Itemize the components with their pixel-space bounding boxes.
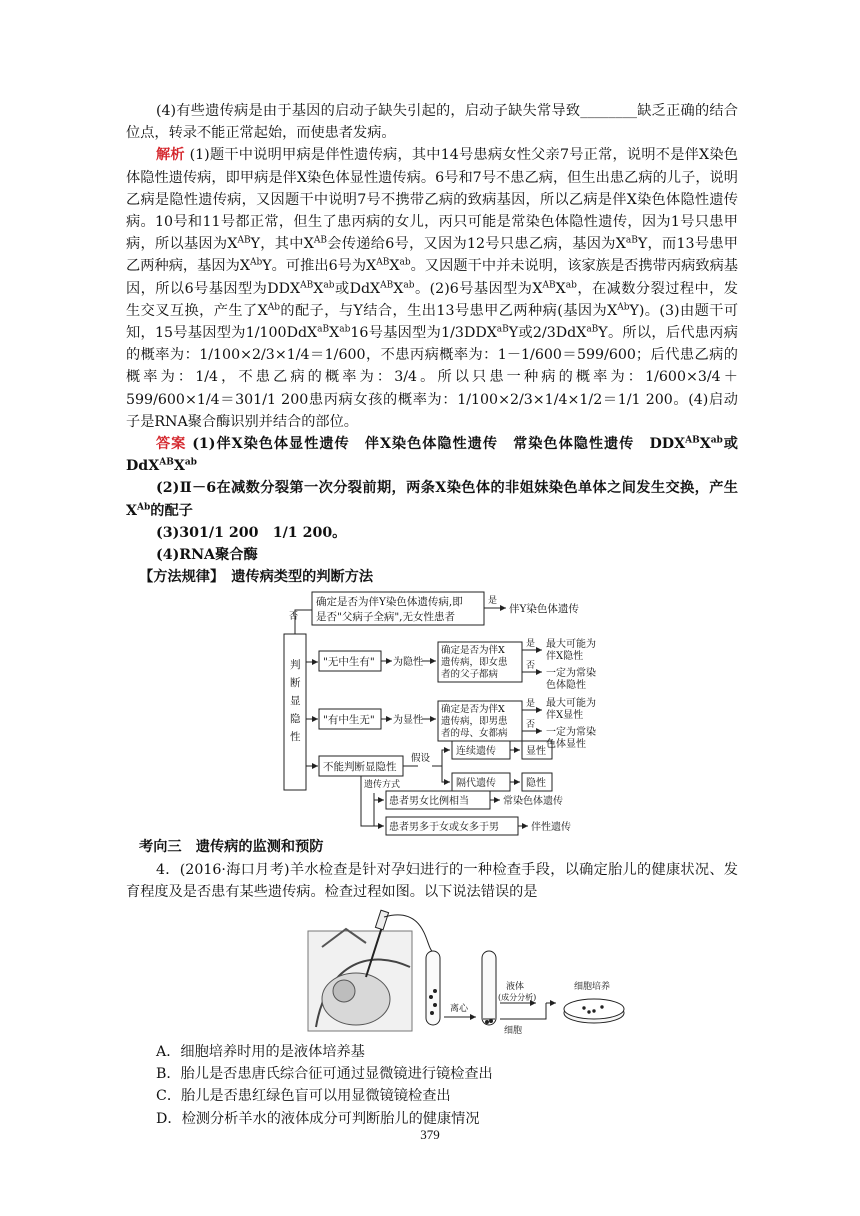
judge-box bbox=[284, 634, 306, 790]
rec-yes-1: 最大可能为 bbox=[546, 639, 596, 651]
skip-text: 隔代遗传 bbox=[456, 778, 496, 790]
method-heading: 【方法规律】 遗传病类型的判断方法 bbox=[139, 569, 374, 586]
dom-yes-2: 伴X显性 bbox=[546, 710, 584, 722]
to-dominant: 为显性 bbox=[393, 715, 423, 727]
analysis-paragraph: 解析 (1)题干中说明甲病是伴性遗传病，其中14号患病女性父亲7号正常，说明不是伴X染色体隐性遗传病，即甲病是伴X染色体显性遗传病。6号和7号不患乙病，但生出患乙病的儿子，说明乙病是隐性遗传病，又因题干中说明7号不携带乙病的致病基因，所以乙病是伴X染色体隐性遗传病。10号和11号都正常，但生了患丙病的女儿，丙只可能是常染色体隐性遗传，因为1号只患甲病，所以基因为$X^{AB}Y$，其中$X^{AB}$会传递给6号，又因为12号只患乙病，基因为$X^{aB}Y$，而13号患甲乙两种病，基因为$X^{Ab}Y$。可推出6号为$X^{AB}X^{ab}$。又因题干中并未说明，该家族是否携带丙病致病基因，所以6号基因型为$DDX^{AB}X^{ab}$或$DdX^{AB}X^{ab}$。(2)6号基因型为$X^{AB}X^{ab}$，在减数分裂过程中，发生交叉互换，产生了$X^{Ab}$的配子，与Y结合，生出13号患甲乙两种病(基因为$X^{Ab}Y$)。(3)由题干可知，15号基因型为$1/100DdX^{aB}X^{ab}16$号基因型为$1/3DDX^{aB}Y$或2/3DdX$^{aB}$Y。所以，后代患丙病的概率为：1/100×2/3×1/4＝1/600，不患丙病概率为：1－1/600＝599/600；后代患乙病的概率为：1/4，不患乙病的概率为：3/4。所以只患一种病的概率为：1/600×3/4＋599/600×1/4＝301/1 200患丙病女孩的概率为：1/100×2/3×1/4×1/2＝1/1 200。(4)启动子是RNA聚合酶识别并结合的部位。 bbox=[126, 147, 739, 430]
judge-char-1: 判 bbox=[290, 659, 301, 672]
assume-text: 假设 bbox=[411, 753, 431, 765]
rec-yes-2: 伴X隐性 bbox=[546, 651, 584, 663]
rec-yes-mark: 是 bbox=[526, 639, 536, 650]
question-part-4: (4)有些遗传病是由于基因的启动子缺失引起的，启动子缺失常导致________缺乏正确的结合位点，转录不能正常起始，而使患者发病。 bbox=[126, 103, 738, 142]
rec-box-1: 确定是否为伴X bbox=[441, 645, 505, 657]
page-number: 379 bbox=[420, 1127, 440, 1142]
judge-char-2: 断 bbox=[290, 677, 301, 690]
option-c: C．胎儿是否患红绿色盲可以用显微镜镜检查出 bbox=[156, 1088, 451, 1105]
answer-part-1: 答案 (1)伴X染色体显性遗传 伴X染色体隐性遗传 常染色体隐性遗传 $DDX^{AB}X^{ab}$或$DdX^{AB}X^{ab}$ bbox=[126, 435, 738, 475]
dom-yes-1: 最大可能为 bbox=[546, 698, 596, 710]
rec-no-2: 色体隐性 bbox=[546, 680, 586, 692]
autosomal-text: 常染色体遗传 bbox=[503, 796, 563, 808]
syringe-body bbox=[375, 910, 388, 930]
dom-box-1: 确定是否为伴X bbox=[441, 704, 505, 716]
rec-no-1: 一定为常染 bbox=[546, 668, 596, 680]
answer-part-4: (4)RNA聚合酶 bbox=[156, 547, 258, 564]
dom-no-mark: 否 bbox=[526, 720, 536, 731]
rec-box-3: 者的父子都病 bbox=[441, 669, 499, 681]
analysis-label: 解析 bbox=[156, 147, 185, 164]
dom-box-3: 者的母、女都病 bbox=[441, 728, 508, 740]
centrifuge-label: 离心 bbox=[450, 1004, 469, 1015]
flowchart-diagram bbox=[126, 588, 738, 836]
answer-part-2: (2)Ⅱ－6在减数分裂第一次分裂前期，两条X染色体的非姐妹染色单体之间发生交换，产生$X^{Ab}$的配子 bbox=[126, 480, 738, 519]
wu-text: "无中生有" bbox=[323, 656, 375, 669]
analysis-label-fig: (成分分析) bbox=[498, 993, 537, 1003]
continuous-text: 连续遗传 bbox=[456, 746, 496, 758]
more-text: 患者男多于女或女多于男 bbox=[389, 822, 499, 834]
answer-part-3: (3)301/1 200 1/1 200。 bbox=[156, 524, 347, 541]
liquid-label: 液体 bbox=[506, 982, 525, 993]
sexlinked-text: 伴性遗传 bbox=[531, 822, 571, 834]
amniocentesis-figure bbox=[126, 907, 738, 1041]
you-text: "有中生无" bbox=[323, 714, 375, 727]
top-no: 否 bbox=[289, 612, 299, 623]
recessive-text: 隐性 bbox=[526, 778, 546, 790]
question-4-stem: 4．(2016·海口月考)羊水检查是针对孕妇进行的一种检查手段，以确定胎儿的健康状况、发育程度及是否患有某些遗传病。检查过程如图。以下说法错误的是 bbox=[126, 861, 738, 900]
cells-label: 细胞 bbox=[504, 1026, 523, 1037]
mode-text: 遗传方式 bbox=[364, 780, 401, 791]
top-box-line-2: 是否"父病子全病",无女性患者 bbox=[316, 611, 455, 624]
top-box-line-1: 确定是否为伴Y染色体遗传病,即 bbox=[316, 596, 463, 609]
amniocentesis-svg bbox=[126, 907, 738, 1041]
dom-no-2: 色体显性 bbox=[546, 739, 586, 751]
dom-no-1: 一定为常染 bbox=[546, 727, 596, 739]
rec-no-mark: 否 bbox=[526, 661, 536, 672]
cannot-text: 不能判断显隐性 bbox=[323, 761, 397, 774]
page-content bbox=[126, 100, 738, 1130]
judge-char-4: 隐 bbox=[290, 713, 301, 726]
rec-box-2: 遗传病，即女患 bbox=[441, 657, 508, 669]
to-recessive: 为隐性 bbox=[393, 657, 423, 669]
culture-label: 细胞培养 bbox=[574, 982, 611, 993]
option-a: A．细胞培养时用的是液体培养基 bbox=[156, 1044, 365, 1061]
option-d: D．检测分析羊水的液体成分可判断胎儿的健康情况 bbox=[156, 1110, 480, 1127]
flowchart-svg bbox=[126, 588, 738, 836]
top-result: 伴Y染色体遗传 bbox=[509, 603, 579, 616]
top-yes: 是 bbox=[488, 596, 498, 607]
direction-heading: 考向三 遗传病的监测和预防 bbox=[139, 839, 324, 856]
option-b: B．胎儿是否患唐氏综合征可通过显微镜进行镜检查出 bbox=[156, 1066, 493, 1083]
answer-label: 答案 bbox=[156, 436, 187, 453]
equal-text: 患者男女比例相当 bbox=[389, 796, 469, 808]
fetus-shape bbox=[322, 973, 390, 1025]
judge-char-5: 性 bbox=[290, 731, 301, 744]
dom-yes-mark: 是 bbox=[526, 699, 536, 710]
judge-char-3: 显 bbox=[290, 695, 301, 708]
dominant-text: 显性 bbox=[526, 746, 546, 758]
dom-box-2: 遗传病，即男患 bbox=[441, 716, 508, 728]
test-tube-2 bbox=[482, 951, 496, 1025]
